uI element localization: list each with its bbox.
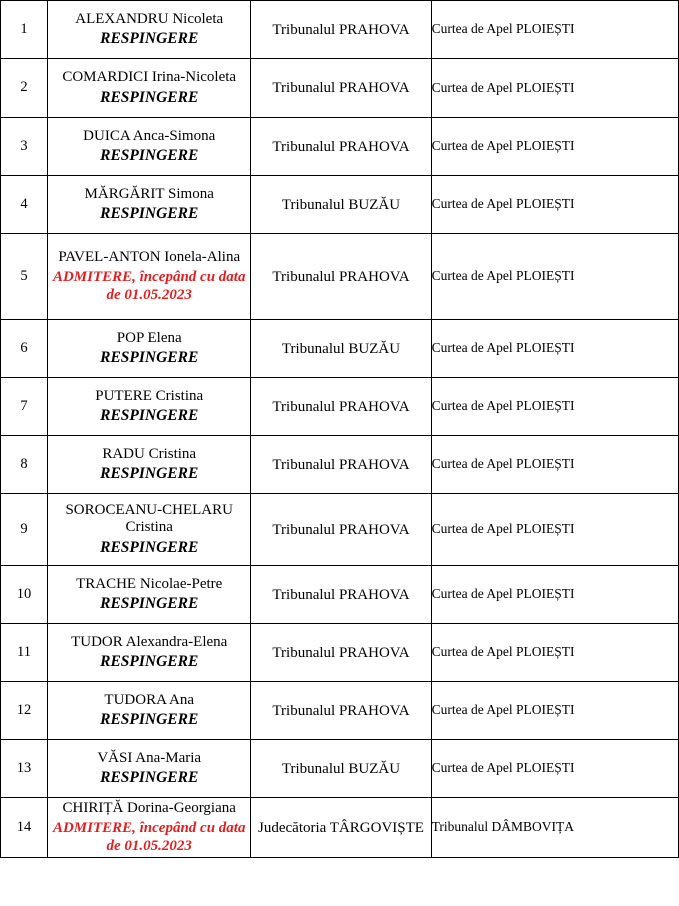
court-target: Curtea de Apel PLOIEȘTI [431, 176, 678, 234]
candidate-name: CHIRIȚĂ Dorina-Georgiana [62, 799, 236, 816]
court-target: Curtea de Apel PLOIEȘTI [431, 740, 678, 798]
decision-status: RESPINGERE [100, 147, 199, 165]
row-index: 1 [1, 1, 48, 59]
row-index: 5 [1, 234, 48, 320]
candidate-cell [48, 624, 251, 682]
court-current: Tribunalul PRAHOVA [251, 378, 431, 436]
court-target: Curtea de Apel PLOIEȘTI [431, 436, 678, 494]
table-row [1, 740, 679, 798]
court-current: Tribunalul PRAHOVA [251, 234, 431, 320]
table-row [1, 436, 679, 494]
table-row [1, 118, 679, 176]
row-index: 10 [1, 566, 48, 624]
row-index: 11 [1, 624, 48, 682]
court-target: Curtea de Apel PLOIEȘTI [431, 682, 678, 740]
decision-status: RESPINGERE [100, 465, 199, 483]
candidate-name: MĂRGĂRIT Simona [84, 185, 214, 202]
court-current: Judecătoria TÂRGOVIȘTE [251, 798, 431, 858]
candidate-cell [48, 176, 251, 234]
candidate-cell [48, 378, 251, 436]
row-index: 2 [1, 59, 48, 118]
table-row [1, 234, 679, 320]
table-row [1, 624, 679, 682]
decision-status: RESPINGERE [100, 769, 199, 787]
candidate-cell [48, 494, 251, 566]
row-index: 8 [1, 436, 48, 494]
court-current: Tribunalul BUZĂU [251, 176, 431, 234]
candidate-cell [48, 566, 251, 624]
candidate-name: COMARDICI Irina-Nicoleta [62, 69, 237, 86]
candidate-cell [48, 436, 251, 494]
candidate-cell [48, 798, 251, 858]
court-current: Tribunalul PRAHOVA [251, 59, 431, 118]
court-current: Tribunalul BUZĂU [251, 740, 431, 798]
candidate-cell [48, 118, 251, 176]
row-index: 7 [1, 378, 48, 436]
candidate-cell [48, 682, 251, 740]
candidate-name: PUTERE Cristina [95, 387, 204, 404]
decision-status: RESPINGERE [100, 30, 199, 48]
table-row [1, 566, 679, 624]
court-current: Tribunalul PRAHOVA [251, 1, 431, 59]
candidate-name: DUICA Anca-Simona [83, 127, 216, 144]
row-index: 13 [1, 740, 48, 798]
table-row [1, 59, 679, 118]
court-target: Curtea de Apel PLOIEȘTI [431, 494, 678, 566]
candidate-name: PAVEL-ANTON Ionela-Alina [58, 248, 241, 265]
row-index: 3 [1, 118, 48, 176]
table-row [1, 682, 679, 740]
candidate-name: POP Elena [116, 329, 182, 346]
table-row [1, 494, 679, 566]
row-index: 9 [1, 494, 48, 566]
table-row [1, 1, 679, 59]
candidate-name: TUDOR Alexandra-Elena [71, 633, 228, 650]
decision-status: RESPINGERE [100, 205, 199, 223]
court-current: Tribunalul PRAHOVA [251, 624, 431, 682]
row-index: 14 [1, 798, 48, 858]
court-target: Curtea de Apel PLOIEȘTI [431, 234, 678, 320]
court-current: Tribunalul PRAHOVA [251, 566, 431, 624]
candidate-cell [48, 59, 251, 118]
court-target: Tribunalul DÂMBOVIȚA [431, 798, 678, 858]
decision-status: RESPINGERE [100, 595, 199, 613]
row-index: 12 [1, 682, 48, 740]
decision-status: RESPINGERE [100, 539, 199, 557]
court-target: Curtea de Apel PLOIEȘTI [431, 624, 678, 682]
candidate-name: VĂSI Ana-Maria [97, 749, 202, 766]
table-row [1, 176, 679, 234]
decision-status: ADMITERE, începând cu data de 01.05.2023 [52, 269, 246, 304]
candidate-cell [48, 740, 251, 798]
candidate-name: RADU Cristina [102, 445, 197, 462]
court-current: Tribunalul PRAHOVA [251, 682, 431, 740]
court-target: Curtea de Apel PLOIEȘTI [431, 118, 678, 176]
court-current: Tribunalul PRAHOVA [251, 494, 431, 566]
decision-status: ADMITERE, începând cu data de 01.05.2023 [52, 820, 246, 855]
candidate-cell [48, 234, 251, 320]
decision-status: RESPINGERE [100, 407, 199, 425]
row-index: 6 [1, 320, 48, 378]
court-target: Curtea de Apel PLOIEȘTI [431, 1, 678, 59]
court-target: Curtea de Apel PLOIEȘTI [431, 59, 678, 118]
candidate-cell [48, 1, 251, 59]
decision-status: RESPINGERE [100, 349, 199, 367]
candidate-name: ALEXANDRU Nicoleta [75, 10, 224, 27]
decision-status: RESPINGERE [100, 88, 199, 106]
row-index: 4 [1, 176, 48, 234]
court-target: Curtea de Apel PLOIEȘTI [431, 378, 678, 436]
court-current: Tribunalul BUZĂU [251, 320, 431, 378]
decision-status: RESPINGERE [100, 653, 199, 671]
table-row [1, 798, 679, 858]
court-target: Curtea de Apel PLOIEȘTI [431, 566, 678, 624]
roster-table-body [1, 1, 679, 858]
court-current: Tribunalul PRAHOVA [251, 118, 431, 176]
candidate-name: SOROCEANU-CHELARU Cristina [65, 501, 233, 536]
table-row [1, 378, 679, 436]
decision-status: RESPINGERE [100, 711, 199, 729]
court-target: Curtea de Apel PLOIEȘTI [431, 320, 678, 378]
candidate-name: TRACHE Nicolae-Petre [76, 575, 223, 592]
candidate-name: TUDORA Ana [104, 691, 194, 708]
candidate-cell [48, 320, 251, 378]
court-current: Tribunalul PRAHOVA [251, 436, 431, 494]
table-row [1, 320, 679, 378]
